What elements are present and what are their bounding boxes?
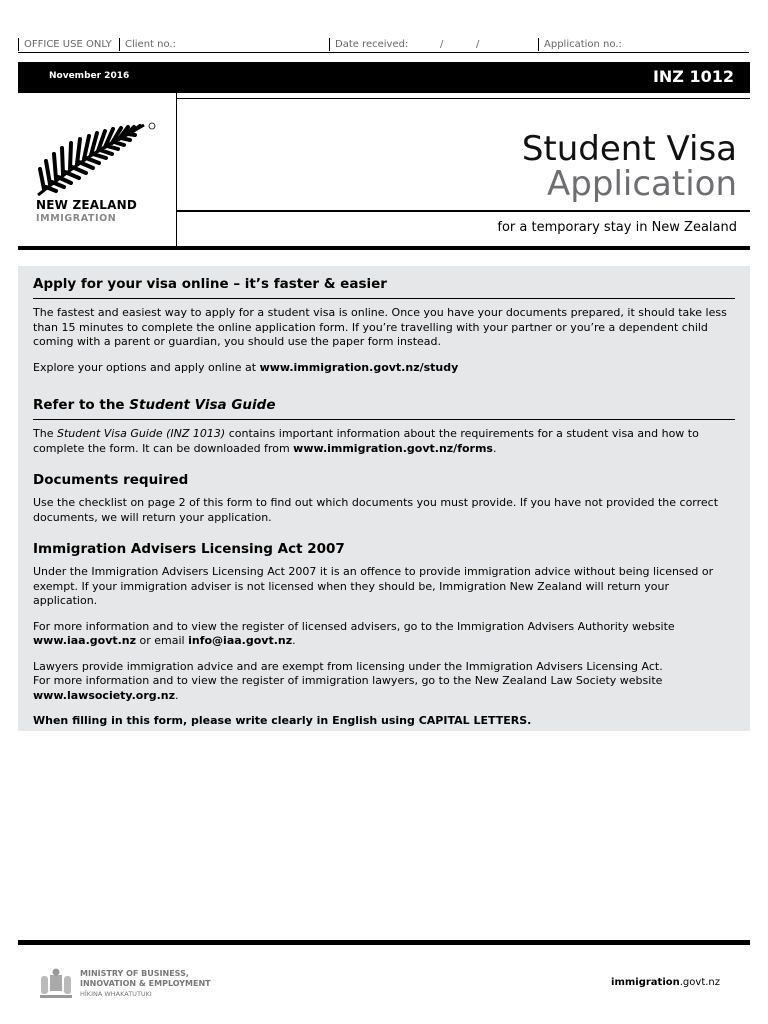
coat-of-arms-icon (38, 967, 74, 1001)
paragraph: Under the Immigration Advisers Licensing Act 2007 it is an offence to provide immigration advice without being licensed or exempt. If your immigration adviser is not licensed when they should be, Immigration New Zealand will return your application. (33, 565, 714, 607)
paragraph: Use the checklist on page 2 of this form to find out which documents you must provide. If you have not provided the correct documents, we will return your application. (33, 496, 719, 524)
text: . (492, 441, 497, 455)
text: immigration (611, 977, 680, 988)
mbie-text (80, 969, 211, 999)
text: .govt.nz (679, 977, 720, 988)
logo-text-new-zealand: NEW ZEALAND (36, 198, 137, 212)
paragraph (33, 660, 735, 704)
text: Lawyers provide immigration advice and are exempt from licensing under the Immigration Advisers Licensing Act. (33, 659, 663, 673)
paragraph: The fastest and easiest way to apply for a student visa is online. Once you have your documents prepared, it should take less than 15 minutes to complete the online application form. If you’re travelling with your partner or you’re a dependent child coming with a parent or guardian, you should use the paper form instead. (33, 306, 727, 348)
divider (177, 98, 750, 99)
section-heading-advisers: Immigration Advisers Licensing Act 2007 (33, 541, 345, 557)
application-no-field[interactable]: Application no.: (538, 38, 622, 51)
divider (18, 246, 750, 250)
guide-title: Student Visa Guide (129, 397, 276, 413)
text: Explore your options and apply online at (33, 360, 260, 374)
text: For more information and to view the register of immigration lawyers, go to the New Zealand Law Society website (33, 674, 663, 687)
text: . (175, 688, 179, 702)
text: HĪKINA WHAKATUTUKI (80, 990, 152, 998)
text: MINISTRY OF BUSINESS, (80, 969, 189, 978)
iaa-email-link[interactable]: info@iaa.govt.nz (188, 634, 293, 647)
office-use-bar (18, 36, 749, 53)
paragraph (33, 361, 735, 376)
footer-divider (18, 940, 750, 945)
nz-immigration-logo (36, 121, 156, 231)
client-no-field[interactable]: Client no.: (119, 38, 176, 51)
divider (176, 93, 177, 247)
text: contains important information about the requirements for a student visa and how to complete the form. It can be downloaded from (33, 427, 699, 455)
paragraph (33, 427, 735, 456)
divider (177, 210, 750, 212)
guide-reference: Student Visa Guide (INZ 1013) (56, 427, 226, 440)
page-title-secondary: Application (547, 164, 737, 204)
text: . (292, 634, 296, 647)
header (18, 93, 750, 250)
lawsociety-link[interactable]: www.lawsociety.org.nz (33, 688, 176, 702)
section-heading-documents: Documents required (33, 472, 189, 488)
page-title: Student Visa (521, 129, 737, 169)
info-panel (18, 266, 750, 731)
section-heading-guide (33, 397, 735, 420)
text: INNOVATION & EMPLOYMENT (80, 979, 211, 988)
iaa-link[interactable]: www.iaa.govt.nz (33, 634, 137, 647)
footer-website[interactable] (611, 977, 720, 988)
form-code: INZ 1012 (652, 67, 734, 86)
top-banner (18, 62, 750, 93)
form-date: November 2016 (49, 71, 130, 81)
office-use-label: OFFICE USE ONLY (18, 38, 112, 51)
date-received-field[interactable]: Date received: (329, 38, 408, 51)
date-separator: / (440, 39, 444, 50)
text: Refer to the (33, 397, 130, 413)
section-heading-online: Apply for your visa online – it’s faster & easier (33, 276, 735, 299)
text: For more information and to view the register of licensed advisers, go to the Immigration Advisers Authority website (33, 619, 675, 633)
logo-text-immigration: IMMIGRATION (36, 213, 117, 224)
study-link[interactable]: www.immigration.govt.nz/study (259, 360, 459, 374)
paragraph (33, 620, 735, 649)
date-separator: / (476, 39, 480, 50)
info-content (33, 276, 735, 729)
forms-link[interactable]: www.immigration.govt.nz/forms (293, 441, 493, 455)
capital-letters-instruction: When filling in this form, please write clearly in English using CAPITAL LETTERS. (33, 714, 532, 727)
text: The (33, 427, 57, 440)
page-subtitle: for a temporary stay in New Zealand (497, 220, 737, 235)
silver-fern-icon (36, 121, 156, 197)
text: or email (136, 634, 189, 647)
